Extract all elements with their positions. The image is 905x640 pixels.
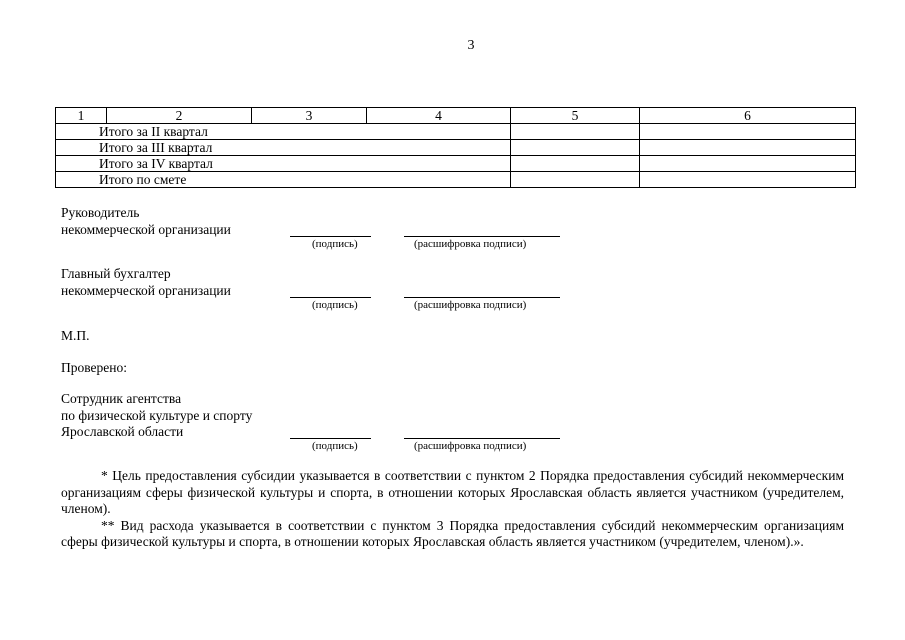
signature-line [290,236,371,237]
decode-caption: (расшифровка подписи) [414,299,527,311]
row-label: Итого за II квартал [56,124,511,140]
employee-title-line3: Ярославской области [61,424,184,439]
table-row [56,124,856,140]
employee-title-line1: Сотрудник агентства [61,391,182,406]
page-number: 3 [467,38,475,53]
employee-signature-block [61,391,252,441]
footnote-1: * Цель предоставления субсидии указывается в соответствии с пунктом 2 Порядка предоставления субсидий некоммерческим организациям сферы физической культуры и спорта, в отношении которых Ярославская область является участником (учредителем, членом). [61,468,844,516]
table-row [56,172,856,188]
table-cell [640,140,856,156]
head-signature-block [61,205,231,238]
table-header-cell: 2 [107,108,252,124]
sign-caption: (подпись) [312,299,358,311]
head-title-line1: Руководитель [61,205,140,220]
table-row [56,156,856,172]
accountant-title-line1: Главный бухгалтер [61,266,171,281]
table-cell [511,156,640,172]
accountant-title-line2: некоммерческой организации [61,282,231,298]
decode-line [404,297,560,298]
checked-label: Проверено: [61,360,128,375]
sign-caption: (подпись) [312,238,358,250]
head-title-line2: некоммерческой организации [61,221,231,237]
sign-caption: (подпись) [312,440,358,452]
stamp-mark: М.П. [61,328,90,343]
table-header-cell: 5 [511,108,640,124]
row-label: Итого по смете [56,172,511,188]
table-cell [640,156,856,172]
table-header-cell: 3 [252,108,367,124]
decode-caption: (расшифровка подписи) [414,238,527,250]
table-header-row [56,108,856,124]
accountant-signature-block [61,266,231,299]
decode-line [404,438,560,439]
table-header-cell: 6 [640,108,856,124]
footnotes [61,468,844,551]
row-label: Итого за IV квартал [56,156,511,172]
decode-line [404,236,560,237]
table-cell [640,124,856,140]
budget-table [55,107,856,188]
signature-line [290,438,371,439]
signature-line [290,297,371,298]
employee-title-line2: по физической культуре и спорту [61,407,253,423]
table-cell [511,172,640,188]
table-header-cell: 4 [367,108,511,124]
table-cell [511,140,640,156]
table-header-cell: 1 [56,108,107,124]
table-row [56,140,856,156]
footnote-2: ** Вид расхода указывается в соответствии с пунктом 3 Порядка предоставления субсидий некоммерческим организациям сферы физической культуры и спорта, в отношении которых Ярославская область является участником (учредителем, членом).». [61,517,844,549]
table-cell [511,124,640,140]
decode-caption: (расшифровка подписи) [414,440,527,452]
table-cell [640,172,856,188]
row-label: Итого за III квартал [56,140,511,156]
